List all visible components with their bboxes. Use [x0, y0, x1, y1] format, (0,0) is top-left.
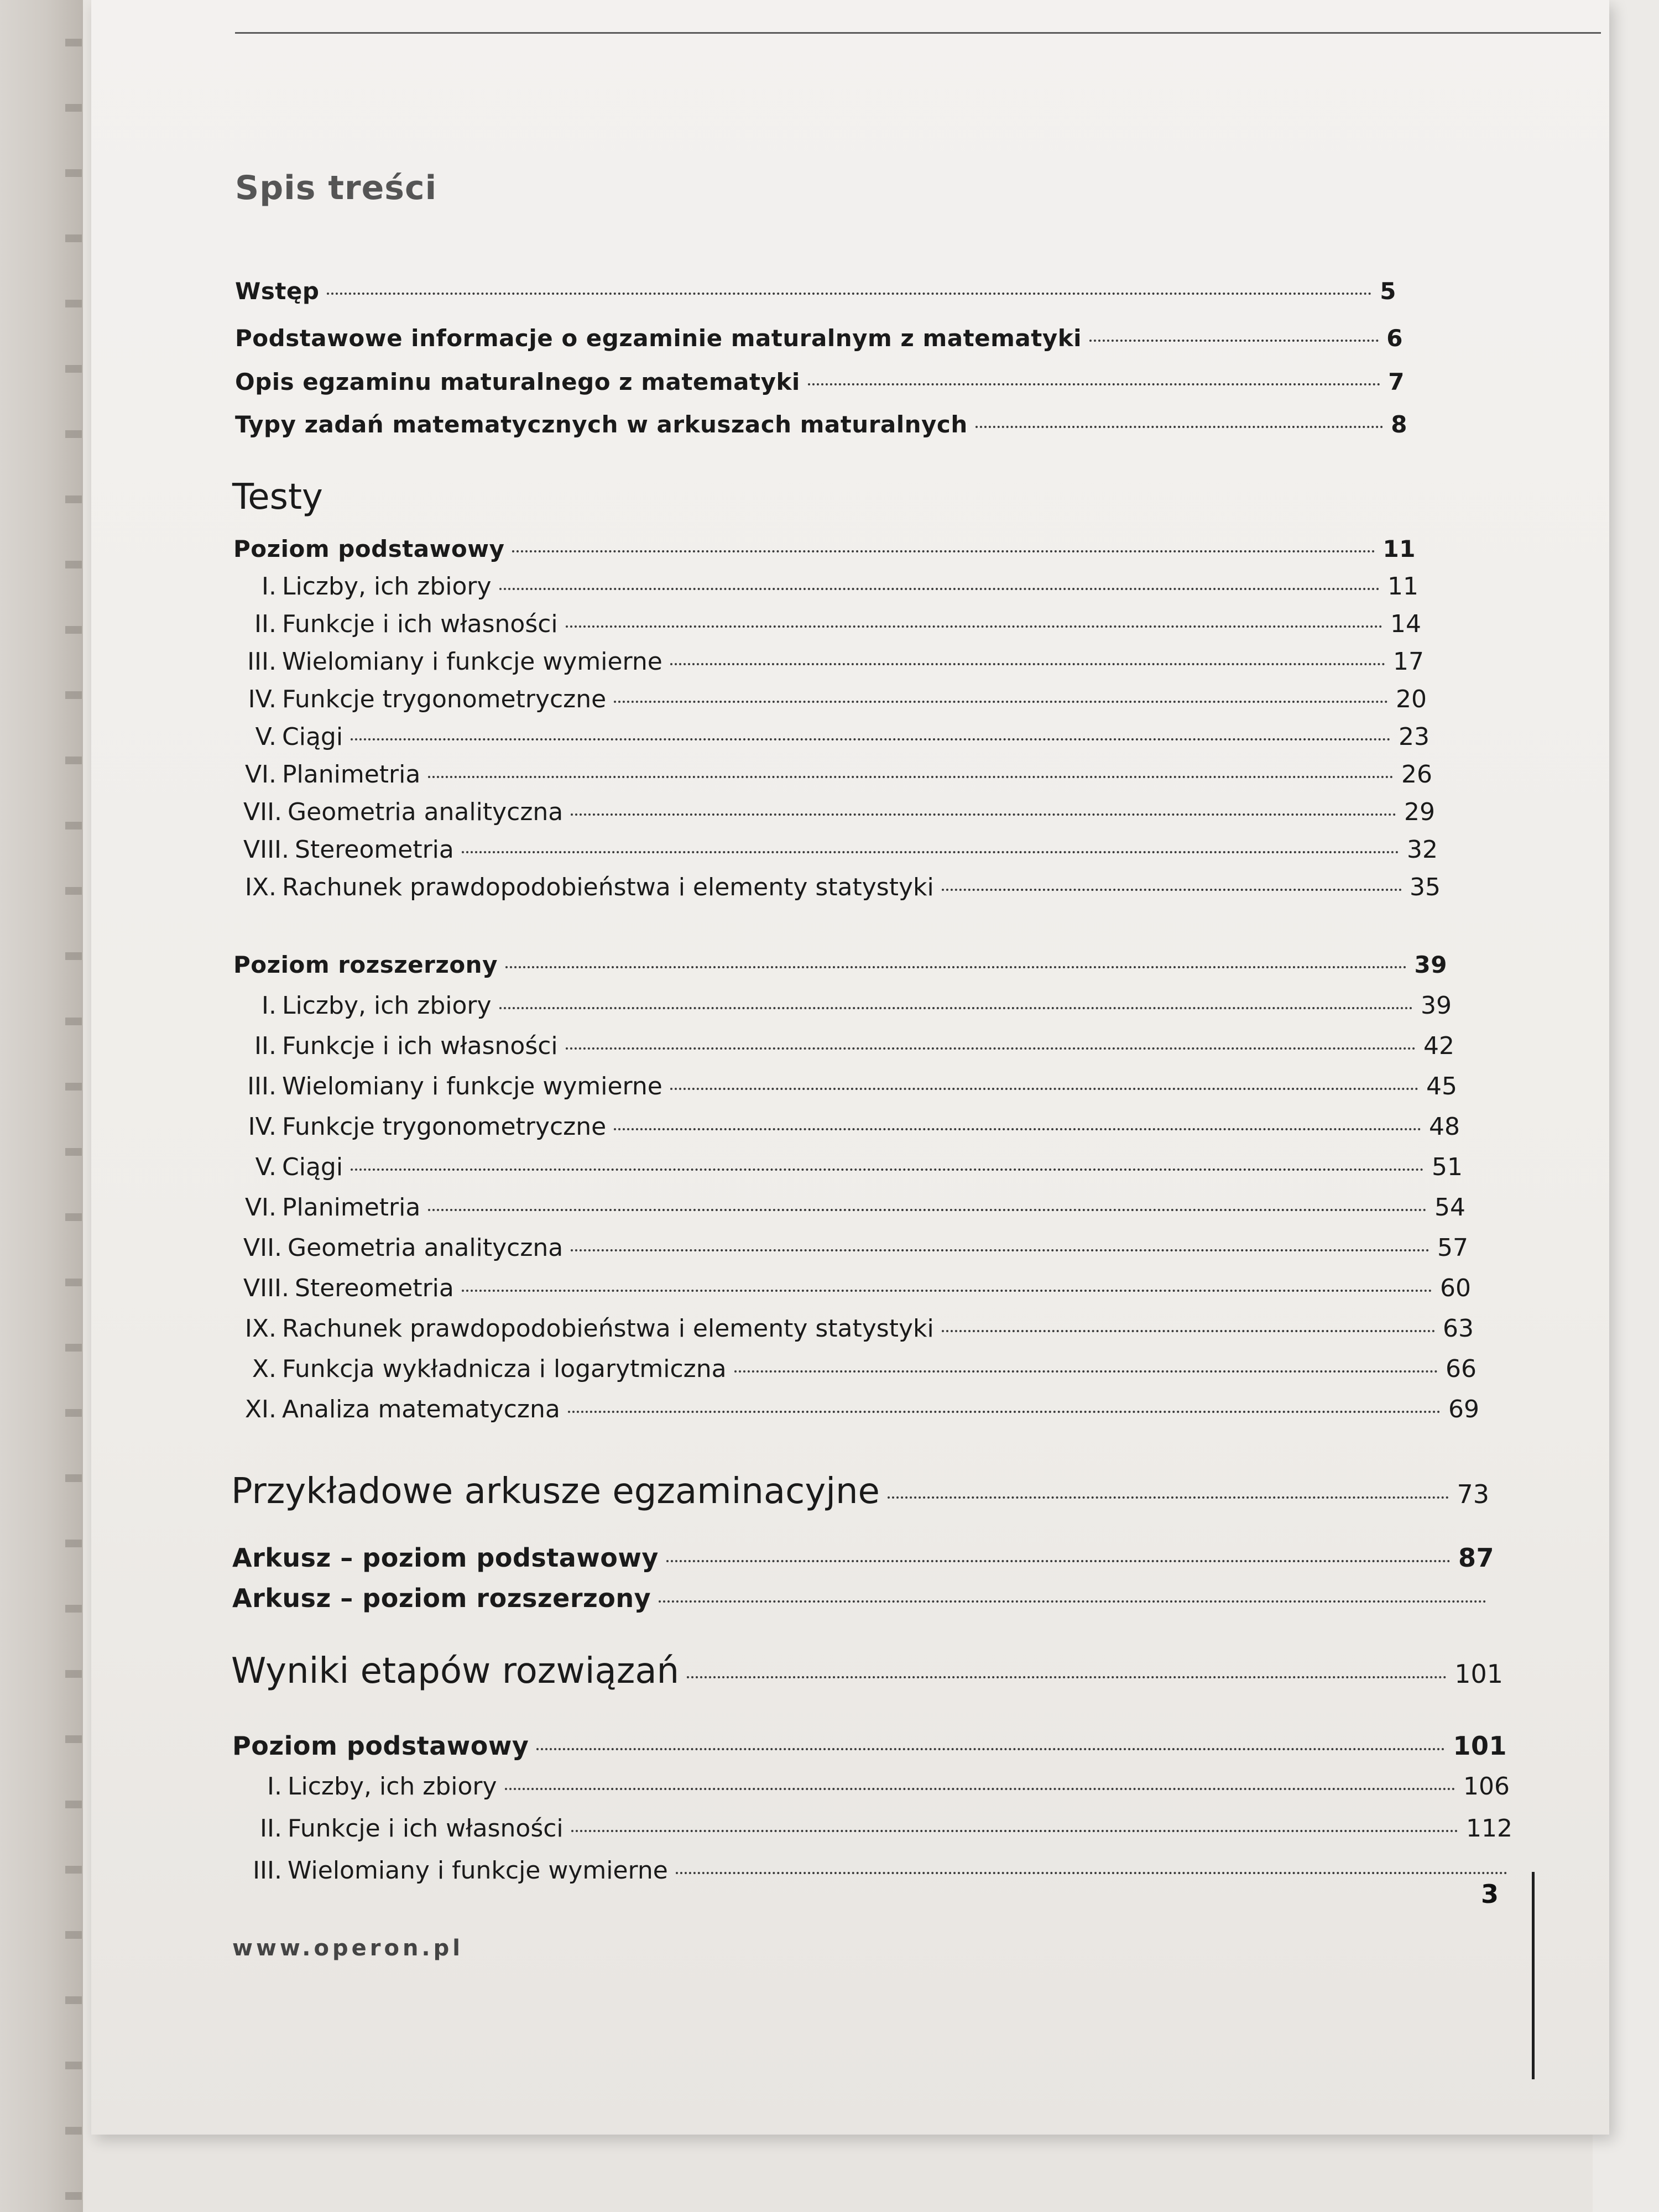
dot-leader	[659, 1600, 1486, 1603]
toc-entry-wyniki-poziom-podstawowy[interactable]	[232, 1731, 1507, 1761]
toc-sub-entry[interactable]	[243, 1355, 1477, 1383]
entry-label: Ciągi	[282, 1153, 343, 1181]
toc-sub-entry[interactable]	[243, 1113, 1460, 1141]
toc-entry-typy-zadan[interactable]	[235, 411, 1407, 438]
entry-label: Wielomiany i funkcje wymierne	[282, 648, 662, 676]
dot-leader	[942, 889, 1402, 891]
entry-page: 17	[1393, 648, 1424, 676]
entry-page: 29	[1404, 798, 1435, 826]
entry-roman-numeral: IX.	[244, 1314, 276, 1343]
toc-sub-entry[interactable]	[243, 1314, 1474, 1343]
entry-label: Opis egzaminu maturalnego z matematyki	[235, 368, 800, 395]
dot-leader	[512, 550, 1375, 552]
toc-sub-entry[interactable]	[243, 685, 1427, 713]
entry-roman-numeral: VI.	[244, 760, 276, 789]
entry-page: 42	[1423, 1032, 1454, 1060]
entry-roman-numeral: X.	[252, 1355, 276, 1383]
entry-roman-numeral: VI.	[244, 1193, 276, 1222]
entry-page: 6	[1386, 325, 1403, 352]
toc-sub-entry[interactable]	[243, 1395, 1479, 1423]
dot-leader	[670, 663, 1385, 665]
dot-leader	[571, 1249, 1430, 1251]
toc-entry-arkusze-heading[interactable]	[231, 1471, 1489, 1512]
entry-page: 48	[1429, 1113, 1460, 1141]
entry-page: 5	[1380, 278, 1396, 305]
entry-roman-numeral: IX.	[244, 873, 276, 901]
entry-page: 35	[1410, 873, 1441, 901]
toc-sub-entry[interactable]	[249, 1814, 1512, 1843]
toc-sub-entry[interactable]	[249, 1772, 1510, 1801]
binding-spine	[0, 0, 83, 2212]
entry-label: Typy zadań matematycznych w arkuszach maturalnych	[235, 411, 968, 438]
entry-label: Planimetria	[282, 760, 421, 789]
dot-leader	[808, 383, 1380, 385]
dot-leader	[428, 1209, 1427, 1211]
toc-sub-entry[interactable]	[243, 992, 1452, 1020]
entry-label: Rachunek prawdopodobieństwa i elementy statystyki	[282, 1314, 934, 1343]
entry-roman-numeral: I.	[262, 992, 276, 1020]
footer-url: www.operon.pl	[232, 1936, 463, 1961]
dot-leader	[687, 1676, 1447, 1678]
entry-page: 73	[1457, 1479, 1489, 1509]
entry-label: Funkcja wykładnicza i logarytmiczna	[282, 1355, 727, 1383]
entry-page: 101	[1453, 1731, 1507, 1761]
entry-page: 23	[1399, 723, 1430, 751]
entry-label: Funkcje i ich własności	[282, 1032, 558, 1060]
top-rule	[235, 32, 1601, 34]
entry-roman-numeral: IV.	[248, 1113, 276, 1141]
entry-page: 11	[1383, 535, 1416, 562]
entry-label: Poziom podstawowy	[232, 1731, 529, 1761]
dot-leader	[888, 1496, 1449, 1499]
entry-page: 63	[1443, 1314, 1474, 1343]
entry-label: Liczby, ich zbiory	[282, 572, 492, 601]
entry-page: 66	[1446, 1355, 1477, 1383]
dot-leader	[462, 851, 1399, 853]
toc-sub-entry[interactable]	[243, 1153, 1463, 1181]
entry-page: 54	[1434, 1193, 1465, 1222]
toc-entry-opis-egzaminu[interactable]	[235, 368, 1405, 395]
entry-page: 57	[1437, 1234, 1468, 1262]
toc-sub-entry[interactable]	[243, 798, 1435, 826]
dot-leader	[428, 776, 1394, 778]
dot-leader	[499, 588, 1380, 590]
entry-label: Poziom podstawowy	[233, 535, 505, 562]
dot-leader	[614, 701, 1388, 703]
entry-page: 8	[1391, 411, 1407, 438]
toc-sub-entry[interactable]	[243, 1274, 1471, 1302]
toc-sub-entry[interactable]	[243, 760, 1432, 789]
dot-leader	[1089, 340, 1379, 342]
entry-page: 51	[1432, 1153, 1463, 1181]
entry-page: 106	[1463, 1772, 1510, 1801]
entry-page: 26	[1401, 760, 1432, 789]
toc-sub-entry[interactable]	[243, 723, 1430, 751]
dot-leader	[666, 1560, 1451, 1562]
entry-page: 20	[1396, 685, 1427, 713]
dot-leader	[614, 1128, 1421, 1130]
entry-label: Wstęp	[235, 278, 320, 305]
spiral-holes	[65, 0, 82, 2212]
entry-roman-numeral: I.	[262, 572, 276, 601]
entry-label: Geometria analityczna	[288, 798, 564, 826]
dot-leader	[734, 1370, 1438, 1373]
toc-sub-entry[interactable]	[243, 648, 1424, 676]
entry-label: Ciągi	[282, 723, 343, 751]
toc-sub-entry[interactable]	[243, 836, 1438, 864]
entry-roman-numeral: V.	[255, 723, 276, 751]
entry-label: Wielomiany i funkcje wymierne	[282, 1072, 662, 1100]
toc-sub-entry[interactable]	[243, 1072, 1457, 1100]
dot-leader	[351, 738, 1391, 740]
page-number-rule	[1532, 1872, 1535, 2079]
dot-leader	[327, 293, 1372, 295]
entry-roman-numeral: I.	[267, 1772, 282, 1801]
entry-label: Funkcje i ich własności	[288, 1814, 564, 1843]
dot-leader	[676, 1872, 1507, 1874]
entry-page: 69	[1448, 1395, 1479, 1423]
dot-leader	[566, 1047, 1416, 1050]
entry-page: 101	[1454, 1659, 1503, 1689]
entry-label: Wielomiany i funkcje wymierne	[288, 1856, 668, 1885]
entry-label: Stereometria	[295, 836, 454, 864]
entry-roman-numeral: II.	[254, 1032, 276, 1060]
toc-entry-wstep[interactable]	[235, 278, 1396, 305]
dot-leader	[505, 1788, 1455, 1790]
entry-label: Liczby, ich zbiory	[282, 992, 492, 1020]
entry-page: 45	[1426, 1072, 1457, 1100]
toc-sub-entry[interactable]	[243, 1193, 1465, 1222]
toc-sub-entry[interactable]	[249, 1856, 1515, 1885]
dot-leader	[571, 1830, 1458, 1832]
entry-roman-numeral: XI.	[244, 1395, 276, 1423]
dot-leader	[568, 1411, 1441, 1413]
section-testy-heading: Testy	[232, 477, 323, 518]
entry-roman-numeral: V.	[255, 1153, 276, 1181]
toc-sub-entry[interactable]	[243, 1032, 1454, 1060]
toc-sub-entry[interactable]	[243, 1234, 1468, 1262]
entry-page: 7	[1388, 368, 1405, 395]
page-number: 3	[1481, 1879, 1499, 1909]
entry-page: 39	[1421, 992, 1452, 1020]
entry-roman-numeral: III.	[247, 648, 276, 676]
toc-sub-entry[interactable]	[243, 572, 1418, 601]
entry-roman-numeral: VII.	[243, 1234, 283, 1262]
entry-roman-numeral: VII.	[243, 798, 283, 826]
entry-label: Poziom rozszerzony	[233, 951, 498, 978]
dot-leader	[571, 813, 1396, 816]
entry-label: Funkcje trygonometryczne	[282, 685, 607, 713]
dot-leader	[566, 625, 1383, 628]
entry-label: Planimetria	[282, 1193, 421, 1222]
toc-entry-testy-poziom-podstawowy[interactable]	[233, 535, 1416, 562]
entry-roman-numeral: III.	[253, 1856, 282, 1885]
entry-roman-numeral: VIII.	[243, 836, 290, 864]
entry-label: Arkusz – poziom rozszerzony	[232, 1583, 651, 1613]
dot-leader	[505, 966, 1407, 968]
dot-leader	[462, 1290, 1432, 1292]
toc-entry-arkusz-podstawowy[interactable]	[232, 1543, 1494, 1573]
toc-entry-wyniki-heading[interactable]	[231, 1651, 1503, 1692]
entry-roman-numeral: III.	[247, 1072, 276, 1100]
entry-page: 112	[1466, 1814, 1512, 1843]
entry-page: 60	[1440, 1274, 1471, 1302]
entry-roman-numeral: VIII.	[243, 1274, 290, 1302]
toc-sub-entry[interactable]	[243, 873, 1441, 901]
dot-leader	[499, 1007, 1413, 1009]
toc-title: Spis treści	[235, 169, 437, 207]
entry-page: 32	[1407, 836, 1438, 864]
toc-sub-entry[interactable]	[243, 610, 1421, 638]
toc-entry-testy-poziom-rozszerzony[interactable]	[233, 951, 1447, 978]
toc-entry-arkusz-rozszerzony[interactable]	[232, 1583, 1494, 1613]
dot-leader	[351, 1168, 1424, 1171]
entry-label: Geometria analityczna	[288, 1234, 564, 1262]
entry-label: Analiza matematyczna	[282, 1395, 560, 1423]
section-arkusze-heading: Przykładowe arkusze egzaminacyjne	[231, 1471, 880, 1512]
entry-label: Funkcje trygonometryczne	[282, 1113, 607, 1141]
toc-entry-podstawowe-informacje[interactable]	[235, 325, 1403, 352]
entry-page: 14	[1390, 610, 1421, 638]
entry-page: 39	[1414, 951, 1447, 978]
entry-roman-numeral: IV.	[248, 685, 276, 713]
entry-roman-numeral: II.	[254, 610, 276, 638]
entry-label: Arkusz – poziom podstawowy	[232, 1543, 659, 1573]
entry-label: Liczby, ich zbiory	[288, 1772, 497, 1801]
entry-roman-numeral: II.	[260, 1814, 282, 1843]
dot-leader	[942, 1330, 1435, 1332]
entry-page: 11	[1387, 572, 1418, 601]
entry-label: Rachunek prawdopodobieństwa i elementy statystyki	[282, 873, 934, 901]
dot-leader	[536, 1748, 1445, 1750]
entry-page: 87	[1458, 1543, 1494, 1573]
section-wyniki-heading: Wyniki etapów rozwiązań	[231, 1651, 680, 1692]
entry-label: Podstawowe informacje o egzaminie maturalnym z matematyki	[235, 325, 1082, 352]
dot-leader	[670, 1088, 1418, 1090]
entry-label: Funkcje i ich własności	[282, 610, 558, 638]
entry-label: Stereometria	[295, 1274, 454, 1302]
dot-leader	[975, 426, 1384, 428]
